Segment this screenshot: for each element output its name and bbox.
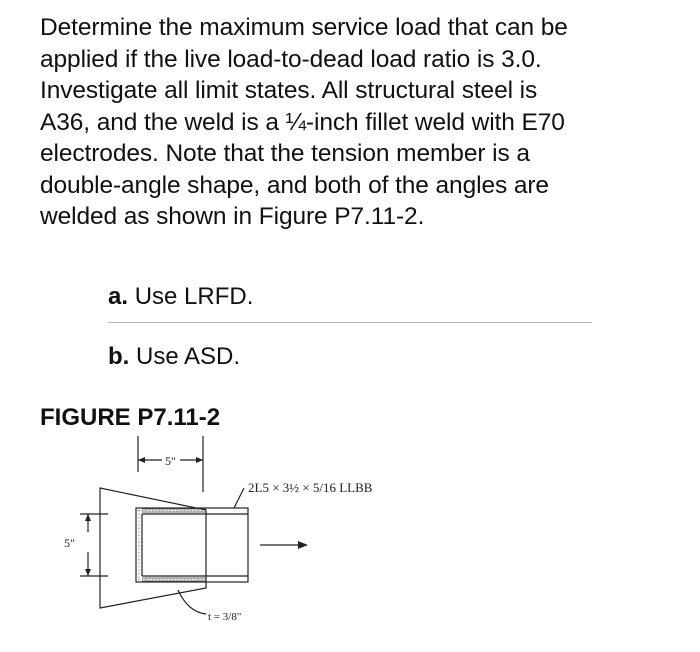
part-b-text: Use ASD. [136,343,241,370]
arrowhead [196,457,203,463]
leader-line [178,590,206,614]
angle-member [136,508,248,582]
part-a-letter: a. [108,283,129,310]
arrowhead [85,514,91,521]
problem-line: electrodes. Note that the tension member is a [40,140,530,167]
figure-label: FIGURE P7.11-2 [40,404,221,431]
problem-line: double-angle shape, and both of the angles are [40,171,549,199]
dim-top-label: 5" [165,454,176,468]
part-a [108,283,253,311]
problem-line: welded as shown in Figure P7.11-2. [40,203,425,230]
problem-statement [40,12,680,233]
part-b [108,343,240,371]
member-label: 2L5 × 3½ × 5/16 LLBB [248,480,373,495]
problem-line: Investigate all limit states. All structural steel is [40,77,538,104]
arrowhead [85,569,91,576]
part-b-letter: b. [108,343,130,370]
leader-line [234,488,244,508]
problem-line: applied if the live load-to-dead load ratio is 3.0. [40,45,542,73]
divider [108,322,592,323]
figure-drawing [38,430,458,642]
load-arrowhead [298,541,308,549]
arrowhead [138,457,145,463]
problem-line: A36, and the weld is a ¼-inch fillet weld with E70 [40,108,565,136]
thickness-label: t = 3/8" [208,611,242,623]
dim-left-label: 5" [64,536,75,550]
problem-line: Determine the maximum service load that can be [40,14,568,41]
part-a-text: Use LRFD. [134,283,254,310]
gusset-plate [100,488,206,608]
